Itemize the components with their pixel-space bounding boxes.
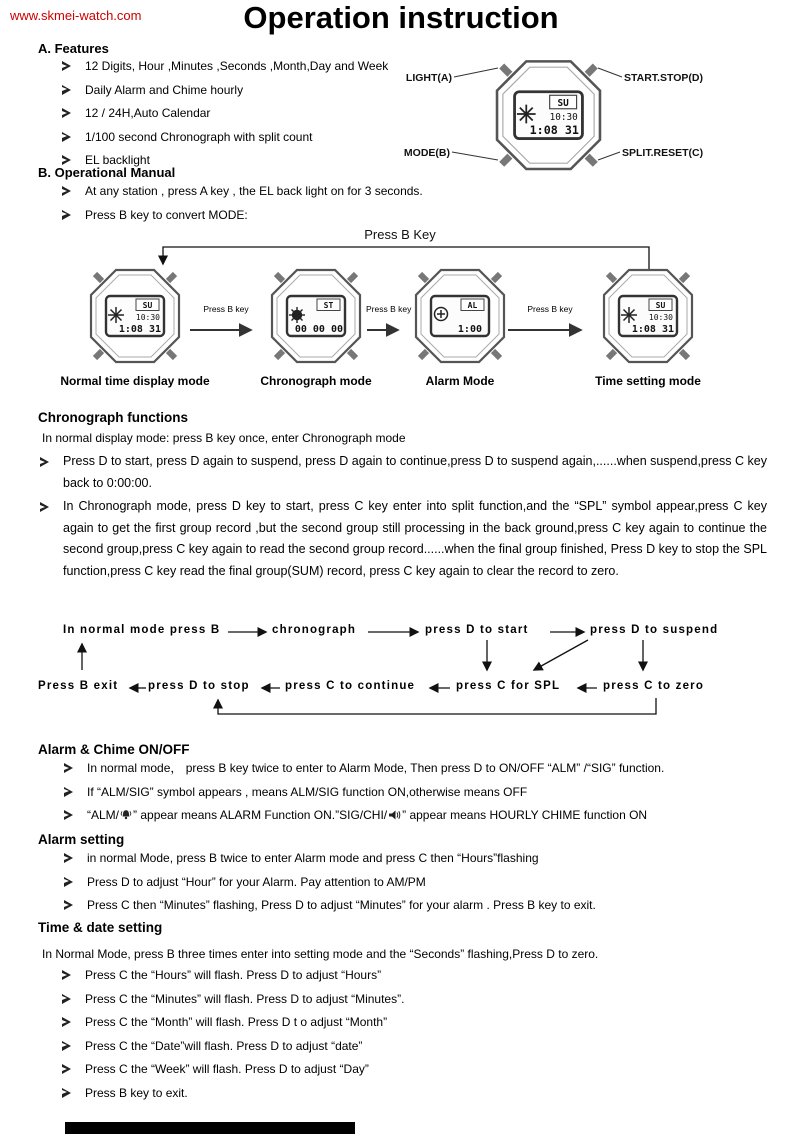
lcd-date: 10:30 [648, 313, 673, 322]
time-date-intro: In Normal Mode, press B three times enter into setting mode and the “Seconds” flashing,Press D to zero. [42, 947, 599, 961]
mode-arrow-3 [506, 304, 594, 341]
mode-chronograph [260, 262, 372, 388]
flow-step: press D to start [425, 624, 529, 636]
bullet-arrow-icon [62, 210, 72, 221]
time-date-text: Press B key to exit. [85, 1085, 188, 1100]
time-date-text: Press C the “Date”will flash. Press D to adjust “date” [85, 1038, 363, 1053]
flow-step: chronograph [272, 624, 357, 636]
lcd-day: SU [655, 301, 666, 310]
time-date-item [62, 1086, 772, 1102]
manual-text: At any station , press A key , the EL back light on for 3 seconds. [85, 184, 423, 198]
alarm-chime-text: If “ALM/SIG” symbol appears , means ALM/SIG function ON,otherwise means OFF [87, 784, 528, 799]
press-b-key-label: Press B Key [364, 227, 436, 242]
manual-heading: B. Operational Manual [38, 165, 176, 180]
alarm-chime-item [64, 808, 786, 824]
bullet-arrow-icon [64, 787, 74, 798]
alarm-chime-text [87, 808, 786, 824]
feature-text: EL backlight [85, 153, 150, 168]
manual-item [62, 208, 682, 224]
time-date-item [62, 1039, 772, 1055]
alarm-setting-text: in normal Mode, press B twice to enter Alarm mode and press C then “Hours”flashing [87, 851, 539, 865]
chronograph-text: In Chronograph mode, press D key to start, press C key enter into split function,and the “SPL” symbol appear,press C key again to get the first group record ,but the second group still processing in the back ground,press C key again to continue the second group,press C key again to read the second group record......when the final group finished, Press D key to stop the SPL function,press C key read the final group(SUM) record, press C key again to clear the record to zero. [63, 499, 767, 578]
website-link[interactable]: www.skmei-watch.com [10, 8, 142, 23]
speaker-icon [388, 809, 401, 821]
bullet-arrow-icon [64, 853, 74, 864]
bullet-arrow-icon [64, 900, 74, 911]
watch-face-alarm [410, 262, 510, 370]
right-arrow-icon [366, 322, 410, 338]
flow-step: press D to stop [148, 680, 250, 692]
mode-caption-time-setting: Time setting mode [595, 374, 701, 388]
mode-normal [60, 262, 210, 388]
lcd-time: 00 00 00 [294, 324, 343, 335]
watch-callout-diagram [388, 48, 718, 188]
right-arrow-icon [188, 322, 264, 338]
time-date-item [62, 992, 772, 1008]
lcd-time: 1:00 [457, 324, 482, 335]
bell-icon [120, 809, 132, 821]
lcd-day: SU [557, 97, 569, 109]
chronograph-heading: Chronograph functions [38, 410, 188, 425]
flow-step: Press B exit [38, 680, 119, 692]
feature-text: 12 Digits, Hour ,Minutes ,Seconds ,Month,Day and Week [85, 59, 389, 73]
feature-text: 1/100 second Chronograph with split count [85, 129, 313, 144]
bullet-arrow-icon [64, 877, 74, 888]
time-date-text: Press C the “Minutes” will flash. Press D to adjust “Minutes”. [85, 991, 405, 1006]
press-b-key-step-label: Press B key [203, 304, 249, 314]
chronograph-flow-diagram [0, 612, 802, 724]
bullet-arrow-icon [62, 1064, 72, 1075]
press-b-key-step-label: Press B key [527, 304, 573, 314]
alarm-setting-item [64, 898, 774, 914]
bullet-arrow-icon [62, 994, 72, 1005]
chronograph-item [40, 496, 767, 582]
alarm-chime-item [64, 785, 786, 801]
mode-arrow-2 [366, 304, 410, 341]
lcd-day: SU [142, 301, 153, 310]
label-light-a: LIGHT(A) [405, 72, 452, 84]
watch-face-chronograph [266, 262, 366, 370]
chronograph-list [40, 451, 767, 584]
alarm-setting-text: Press C then “Minutes” flashing, Press D to adjust “Minutes” for your alarm . Press B key to exit. [87, 898, 596, 913]
alarm-chime-heading: Alarm & Chime ON/OFF [38, 742, 190, 757]
right-arrow-icon [506, 322, 594, 338]
chronograph-item [40, 451, 767, 494]
feature-item [62, 83, 432, 99]
bullet-arrow-icon [64, 810, 74, 821]
flow-step: press D to suspend [590, 624, 719, 636]
feature-item [62, 59, 432, 75]
time-date-list [62, 968, 772, 1110]
bullet-arrow-icon [62, 1017, 72, 1028]
time-date-text: Press C the “Hours” will flash. Press D to adjust “Hours” [85, 968, 382, 982]
mode-alarm [410, 262, 510, 388]
time-date-item [62, 1015, 772, 1031]
lcd-date: 10:30 [549, 111, 578, 123]
bullet-arrow-icon [62, 186, 72, 197]
bullet-arrow-icon [62, 85, 72, 96]
watch-face-time-setting [598, 262, 698, 370]
alarm-chime-text: In normal mode， press B key twice to enter to Alarm Mode, Then press D to ON/OFF “ALM” /“SIG” function. [87, 761, 665, 775]
alarm-chime-text-part: ” appear means HOURLY CHIME function ON [402, 808, 648, 823]
bullet-arrow-icon [62, 1041, 72, 1052]
manual-text: Press B key to convert MODE: [85, 207, 248, 222]
features-list [62, 59, 432, 177]
alarm-setting-heading: Alarm setting [38, 832, 125, 847]
time-date-text: Press C the “Month” will flash. Press D t o adjust “Month” [85, 1015, 388, 1030]
lcd-day: ST [323, 301, 334, 310]
lcd-time: 1:08 31 [631, 324, 674, 335]
time-date-item [62, 1062, 772, 1078]
footer-bar [65, 1122, 355, 1134]
alarm-setting-list [64, 851, 774, 922]
label-start-stop-d: START.STOP(D) [624, 72, 703, 84]
alarm-setting-text: Press D to adjust “Hour” for your Alarm. Pay attention to AM/PM [87, 874, 426, 889]
flow-step: In normal mode press B [63, 624, 221, 636]
alarm-chime-text-part: “ALM/ [87, 808, 120, 823]
page-title: Operation instruction [243, 0, 559, 35]
feature-item [62, 106, 432, 122]
alarm-setting-item [64, 851, 774, 867]
alarm-setting-item [64, 875, 774, 891]
press-b-key-step-label: Press B key [366, 304, 412, 314]
bullet-arrow-icon [62, 61, 72, 72]
bullet-arrow-icon [62, 132, 72, 143]
bullet-arrow-icon [64, 763, 74, 774]
chronograph-intro: In normal display mode: press B key once, enter Chronograph mode [42, 431, 406, 445]
time-date-item [62, 968, 772, 984]
mode-caption-chronograph: Chronograph mode [260, 374, 372, 388]
lcd-time: 1:08 31 [118, 324, 161, 335]
bullet-arrow-icon [62, 1088, 72, 1099]
watch-face-normal [85, 262, 185, 370]
bullet-arrow-icon [62, 970, 72, 981]
label-split-reset-c: SPLIT.RESET(C) [622, 147, 704, 159]
time-date-heading: Time & date setting [38, 920, 163, 935]
manual-item [62, 184, 682, 200]
lcd-time: 1:08 31 [529, 122, 579, 137]
mode-caption-normal: Normal time display mode [60, 374, 210, 388]
lcd-day: AL [467, 301, 478, 310]
bullet-arrow-icon [62, 108, 72, 119]
feature-item [62, 130, 432, 146]
alarm-chime-item [64, 761, 786, 777]
time-date-text: Press C the “Week” will flash. Press D to adjust “Day” [85, 1062, 369, 1077]
alarm-chime-list [64, 761, 786, 832]
chronograph-text: Press D to start, press D again to suspend, press D again to continue,press D to suspend again,......when suspend,press C key back to 0:00:00. [63, 454, 767, 490]
mode-arrow-1 [188, 304, 264, 341]
lcd-date: 10:30 [135, 313, 160, 322]
bullet-arrow-icon [40, 502, 50, 513]
mode-time-setting [595, 262, 701, 388]
alarm-chime-text-part: ” appear means ALARM Function ON.”SIG/CHI/ [133, 808, 388, 823]
flow-step: press C for SPL [456, 680, 561, 692]
features-heading: A. Features [38, 41, 109, 56]
flow-step: press C to continue [285, 680, 416, 692]
manual-list [62, 184, 682, 231]
label-mode-b: MODE(B) [403, 147, 450, 159]
mode-caption-alarm: Alarm Mode [425, 374, 495, 388]
bullet-arrow-icon [40, 457, 50, 468]
feature-text: 12 / 24H,Auto Calendar [85, 106, 211, 121]
flow-step: press C to zero [603, 680, 705, 692]
feature-text: Daily Alarm and Chime hourly [85, 82, 244, 97]
